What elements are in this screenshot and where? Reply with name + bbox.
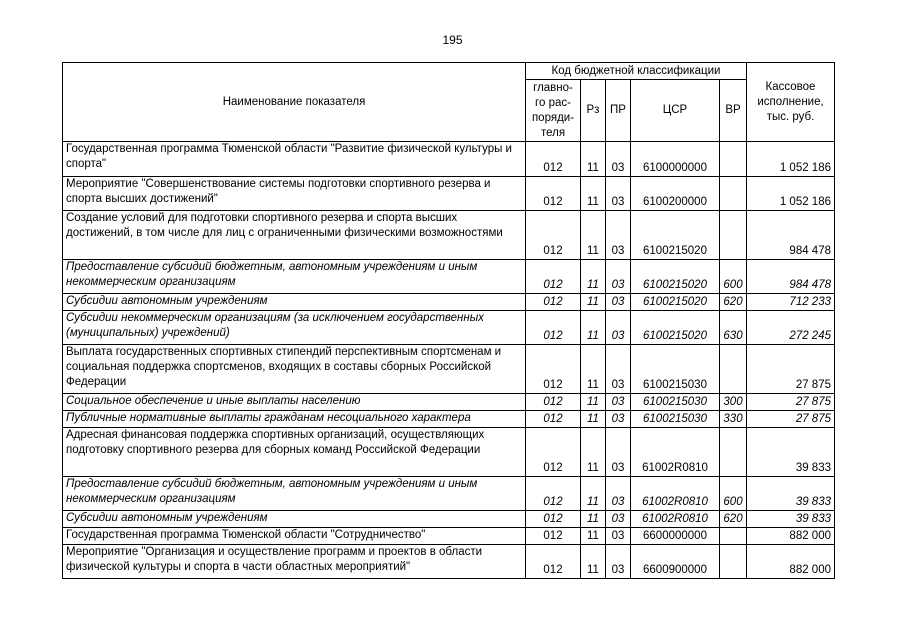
table-row xyxy=(63,294,835,311)
row-vr: 620 xyxy=(720,511,747,528)
row-pr: 03 xyxy=(606,294,631,311)
row-pr: 03 xyxy=(606,311,631,345)
row-glava: 012 xyxy=(526,511,581,528)
row-pr: 03 xyxy=(606,211,631,260)
row-vr: 600 xyxy=(720,477,747,511)
row-amount: 1 052 186 xyxy=(747,142,835,177)
row-csr: 6100215020 xyxy=(631,311,720,345)
row-pr: 03 xyxy=(606,528,631,545)
row-name: Государственная программа Тюменской области "Сотрудничество" xyxy=(63,528,526,545)
table-row xyxy=(63,394,835,411)
row-rz: 11 xyxy=(581,311,606,345)
row-amount: 272 245 xyxy=(747,311,835,345)
row-csr: 61002R0810 xyxy=(631,511,720,528)
header-rz: Рз xyxy=(581,80,606,142)
row-amount: 39 833 xyxy=(747,428,835,477)
row-rz: 11 xyxy=(581,511,606,528)
row-amount: 39 833 xyxy=(747,511,835,528)
row-glava: 012 xyxy=(526,211,581,260)
row-pr: 03 xyxy=(606,477,631,511)
row-vr xyxy=(720,142,747,177)
row-rz: 11 xyxy=(581,394,606,411)
row-csr: 6100215030 xyxy=(631,411,720,428)
row-glava: 012 xyxy=(526,545,581,579)
row-pr: 03 xyxy=(606,411,631,428)
row-rz: 11 xyxy=(581,260,606,294)
row-glava: 012 xyxy=(526,477,581,511)
row-csr: 6100215020 xyxy=(631,260,720,294)
row-name: Субсидии автономным учреждениям xyxy=(63,294,526,311)
row-name: Мероприятие "Организация и осуществление программ и проектов в области физической культуры и спорта в части областных мероприятий" xyxy=(63,545,526,579)
row-csr: 6100215030 xyxy=(631,394,720,411)
row-name: Государственная программа Тюменской области "Развитие физической культуры и спорта" xyxy=(63,142,526,177)
table-row xyxy=(63,511,835,528)
row-csr: 6100215020 xyxy=(631,211,720,260)
row-glava: 012 xyxy=(526,428,581,477)
row-vr xyxy=(720,177,747,211)
row-csr: 6100215030 xyxy=(631,345,720,394)
header-glava: главно-го рас-поряди-теля xyxy=(526,80,581,142)
row-csr: 6100215020 xyxy=(631,294,720,311)
row-glava: 012 xyxy=(526,260,581,294)
row-pr: 03 xyxy=(606,177,631,211)
row-pr: 03 xyxy=(606,345,631,394)
budget-table xyxy=(62,62,835,579)
row-name: Адресная финансовая поддержка спортивных организаций, осуществляющих подготовку спортивного резерва для сборных команд Российской Федерации xyxy=(63,428,526,477)
row-glava: 012 xyxy=(526,177,581,211)
table-body xyxy=(63,142,835,579)
header-name: Наименование показателя xyxy=(63,63,526,142)
row-csr: 6100200000 xyxy=(631,177,720,211)
row-vr xyxy=(720,428,747,477)
header-pr: ПР xyxy=(606,80,631,142)
row-vr: 630 xyxy=(720,311,747,345)
header-vr: ВР xyxy=(720,80,747,142)
row-glava: 012 xyxy=(526,394,581,411)
table-row xyxy=(63,477,835,511)
table-row xyxy=(63,528,835,545)
row-amount: 27 875 xyxy=(747,411,835,428)
row-pr: 03 xyxy=(606,428,631,477)
table-row xyxy=(63,177,835,211)
row-glava: 012 xyxy=(526,142,581,177)
row-glava: 012 xyxy=(526,411,581,428)
table-row xyxy=(63,345,835,394)
row-amount: 984 478 xyxy=(747,211,835,260)
row-vr: 300 xyxy=(720,394,747,411)
row-rz: 11 xyxy=(581,477,606,511)
row-name: Мероприятие "Совершенствование системы подготовки спортивного резерва и спорта высших достижений" xyxy=(63,177,526,211)
row-csr: 6100000000 xyxy=(631,142,720,177)
page-number: 195 xyxy=(442,33,463,47)
row-name: Предоставление субсидий бюджетным, автономным учреждениям и иным некоммерческим организациям xyxy=(63,477,526,511)
row-rz: 11 xyxy=(581,142,606,177)
row-pr: 03 xyxy=(606,142,631,177)
row-name: Предоставление субсидий бюджетным, автономным учреждениям и иным некоммерческим организациям xyxy=(63,260,526,294)
row-name: Публичные нормативные выплаты гражданам несоциального характера xyxy=(63,411,526,428)
row-csr: 6600900000 xyxy=(631,545,720,579)
row-csr: 6600000000 xyxy=(631,528,720,545)
row-pr: 03 xyxy=(606,260,631,294)
row-rz: 11 xyxy=(581,428,606,477)
row-glava: 012 xyxy=(526,311,581,345)
row-glava: 012 xyxy=(526,345,581,394)
row-name: Выплата государственных спортивных стипендий перспективным спортсменам и социальная поддержка спортсменов, входящих в составы сборных Российской Федерации xyxy=(63,345,526,394)
table-row xyxy=(63,311,835,345)
row-amount: 984 478 xyxy=(747,260,835,294)
row-name: Субсидии некоммерческим организациям (за исключением государственных (муниципальных) учреждений) xyxy=(63,311,526,345)
row-amount: 882 000 xyxy=(747,528,835,545)
row-amount: 27 875 xyxy=(747,345,835,394)
table-row xyxy=(63,211,835,260)
table-row xyxy=(63,545,835,579)
row-rz: 11 xyxy=(581,528,606,545)
row-rz: 11 xyxy=(581,545,606,579)
row-vr: 330 xyxy=(720,411,747,428)
row-rz: 11 xyxy=(581,177,606,211)
header-csr: ЦСР xyxy=(631,80,720,142)
row-rz: 11 xyxy=(581,411,606,428)
row-pr: 03 xyxy=(606,545,631,579)
row-csr: 61002R0810 xyxy=(631,428,720,477)
table-row xyxy=(63,142,835,177)
row-vr xyxy=(720,211,747,260)
header-amount: Кассовое исполнение, тыс. руб. xyxy=(747,63,835,142)
row-vr xyxy=(720,345,747,394)
row-name: Социальное обеспечение и иные выплаты населению xyxy=(63,394,526,411)
row-amount: 39 833 xyxy=(747,477,835,511)
row-amount: 27 875 xyxy=(747,394,835,411)
row-glava: 012 xyxy=(526,294,581,311)
table-row xyxy=(63,428,835,477)
row-rz: 11 xyxy=(581,345,606,394)
row-vr xyxy=(720,545,747,579)
row-glava: 012 xyxy=(526,528,581,545)
row-amount: 712 233 xyxy=(747,294,835,311)
row-name: Субсидии автономным учреждениям xyxy=(63,511,526,528)
row-pr: 03 xyxy=(606,511,631,528)
row-pr: 03 xyxy=(606,394,631,411)
row-amount: 1 052 186 xyxy=(747,177,835,211)
row-amount: 882 000 xyxy=(747,545,835,579)
row-name: Создание условий для подготовки спортивного резерва и спорта высших достижений, в том числе для лиц с ограниченными физическими возможностями xyxy=(63,211,526,260)
row-csr: 61002R0810 xyxy=(631,477,720,511)
table-row xyxy=(63,411,835,428)
row-vr xyxy=(720,528,747,545)
table-row xyxy=(63,260,835,294)
header-code-group: Код бюджетной классификации xyxy=(526,63,747,80)
row-vr: 600 xyxy=(720,260,747,294)
row-rz: 11 xyxy=(581,211,606,260)
row-rz: 11 xyxy=(581,294,606,311)
row-vr: 620 xyxy=(720,294,747,311)
